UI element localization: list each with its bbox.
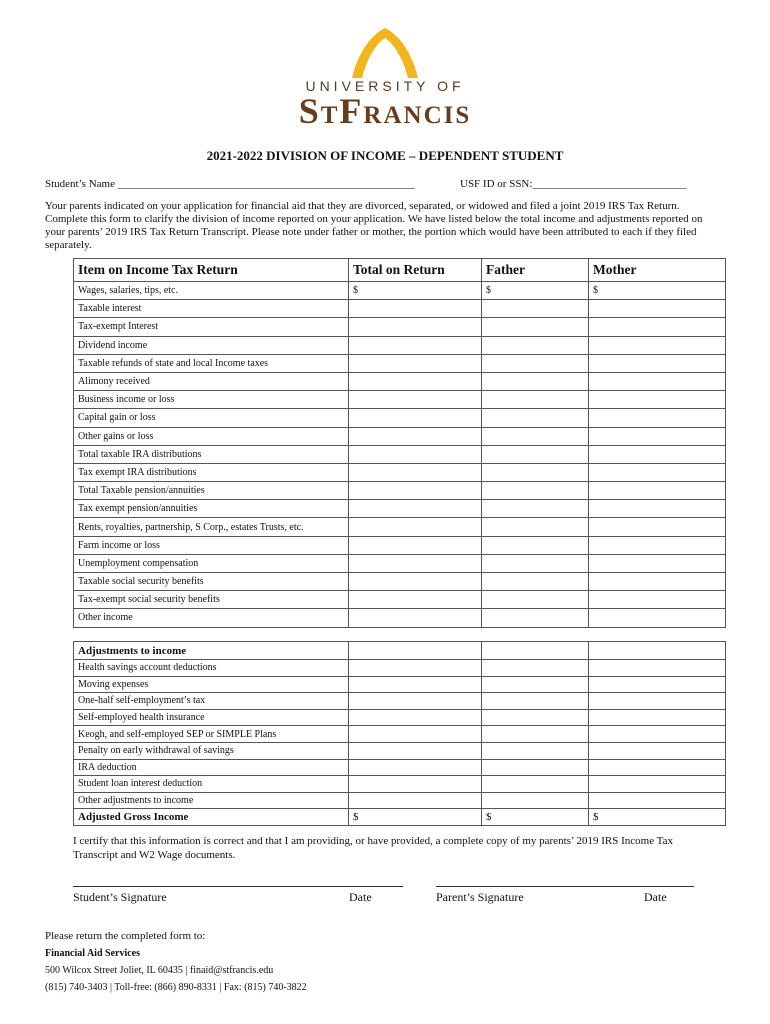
cell-father[interactable] xyxy=(482,554,589,572)
cell-father[interactable] xyxy=(482,354,589,372)
cell-mother[interactable] xyxy=(589,726,726,743)
cell-total[interactable] xyxy=(349,372,482,390)
cell-total[interactable] xyxy=(349,742,482,759)
adjustment-item-label: Keogh, and self-employed SEP or SIMPLE Plans xyxy=(74,726,349,743)
cell-mother[interactable] xyxy=(589,709,726,726)
return-info xyxy=(45,928,307,996)
table-row xyxy=(74,726,726,743)
parent-date-label: Date xyxy=(644,890,667,904)
cell-father[interactable] xyxy=(482,609,589,627)
logo-university-of: UNIVERSITY OF xyxy=(305,78,465,94)
adjustments-header: Adjustments to income xyxy=(74,642,349,660)
agi-mother[interactable]: $ xyxy=(589,809,726,826)
cell-total[interactable] xyxy=(349,676,482,693)
cell-mother[interactable] xyxy=(589,591,726,609)
table-row xyxy=(74,500,726,518)
cell-father[interactable] xyxy=(482,336,589,354)
cell-father[interactable] xyxy=(482,642,589,660)
student-signature-line[interactable] xyxy=(73,886,403,887)
cell-mother[interactable] xyxy=(589,693,726,710)
adjustment-item-label: IRA deduction xyxy=(74,759,349,776)
table-row xyxy=(74,282,726,300)
cell-father[interactable] xyxy=(482,792,589,809)
cell-father[interactable] xyxy=(482,693,589,710)
table-row xyxy=(74,759,726,776)
table-row xyxy=(74,693,726,710)
cell-father[interactable] xyxy=(482,300,589,318)
cell-total[interactable] xyxy=(349,776,482,793)
cell-father[interactable] xyxy=(482,463,589,481)
col-mother: Mother xyxy=(589,259,726,282)
cell-mother[interactable] xyxy=(589,660,726,677)
table-row xyxy=(74,554,726,572)
office-address: 500 Wilcox Street Joliet, IL 60435 | finaid@stfrancis.edu xyxy=(45,965,274,976)
cell-father[interactable] xyxy=(482,518,589,536)
student-date-label: Date xyxy=(349,890,372,904)
cell-father[interactable]: $ xyxy=(482,282,589,300)
col-total: Total on Return xyxy=(349,259,482,282)
cell-mother[interactable] xyxy=(589,792,726,809)
cell-total[interactable] xyxy=(349,482,482,500)
income-item-label: Taxable refunds of state and local Income taxes xyxy=(74,354,349,372)
table-row xyxy=(74,609,726,627)
cell-total[interactable] xyxy=(349,318,482,336)
cell-mother[interactable] xyxy=(589,554,726,572)
cell-father[interactable] xyxy=(482,391,589,409)
cell-mother[interactable] xyxy=(589,642,726,660)
cell-total[interactable] xyxy=(349,554,482,572)
cell-father[interactable] xyxy=(482,482,589,500)
cell-total[interactable] xyxy=(349,693,482,710)
usf-id-field[interactable]: USF ID or SSN:____________________________ xyxy=(460,178,687,190)
income-item-label: Business income or loss xyxy=(74,391,349,409)
cell-mother[interactable] xyxy=(589,336,726,354)
adjustment-item-label: Self-employed health insurance xyxy=(74,709,349,726)
agi-row xyxy=(74,809,726,826)
logo-st-francis: StFrancis xyxy=(298,91,472,131)
cell-total[interactable]: $ xyxy=(349,282,482,300)
table-row xyxy=(74,463,726,481)
instructions-paragraph: Your parents indicated on your application for financial aid that they are divorced, separated, or widowed and filed a joint 2019 IRS Tax Return. Complete this form to clarify the division of income reported on your application. We have listed below the total income and adjustments reported on your parents’ 2019 IRS Tax Return Transcript. Please note under father or mother, the portion which would have been attributed to each if they filed separately. xyxy=(45,200,703,251)
table-row xyxy=(74,518,726,536)
income-table-header xyxy=(74,259,726,282)
cell-father[interactable] xyxy=(482,776,589,793)
cell-total[interactable] xyxy=(349,409,482,427)
cell-total[interactable] xyxy=(349,336,482,354)
cell-total[interactable] xyxy=(349,518,482,536)
income-item-label: Total taxable IRA distributions xyxy=(74,445,349,463)
table-row xyxy=(74,427,726,445)
cell-mother[interactable] xyxy=(589,759,726,776)
table-row xyxy=(74,409,726,427)
cell-total[interactable] xyxy=(349,591,482,609)
table-row xyxy=(74,573,726,591)
agi-total[interactable]: $ xyxy=(349,809,482,826)
table-row xyxy=(74,445,726,463)
table-row xyxy=(74,372,726,390)
table-row xyxy=(74,300,726,318)
form-title: 2021-2022 DIVISION OF INCOME – DEPENDENT STUDENT xyxy=(206,148,564,163)
cell-total[interactable] xyxy=(349,609,482,627)
table-row xyxy=(74,318,726,336)
student-signature-label: Student’s Signature xyxy=(73,890,167,904)
income-item-label: Other income xyxy=(74,609,349,627)
adjustment-item-label: Penalty on early withdrawal of savings xyxy=(74,742,349,759)
arch-icon xyxy=(348,26,422,78)
cell-mother[interactable] xyxy=(589,536,726,554)
table-row xyxy=(74,591,726,609)
cell-total[interactable] xyxy=(349,792,482,809)
cell-father[interactable] xyxy=(482,660,589,677)
cell-total[interactable] xyxy=(349,726,482,743)
col-father: Father xyxy=(482,259,589,282)
cell-father[interactable] xyxy=(482,676,589,693)
cell-total[interactable] xyxy=(349,642,482,660)
cell-mother[interactable] xyxy=(589,609,726,627)
table-row xyxy=(74,354,726,372)
table-row xyxy=(74,482,726,500)
income-item-label: Dividend income xyxy=(74,336,349,354)
income-item-label: Tax exempt pension/annuities xyxy=(74,500,349,518)
income-item-label: Rents, royalties, partnership, S Corp., estates Trusts, etc. xyxy=(74,518,349,536)
income-table xyxy=(73,258,726,628)
cell-father[interactable] xyxy=(482,318,589,336)
cell-total[interactable] xyxy=(349,709,482,726)
cell-mother[interactable] xyxy=(589,318,726,336)
cell-mother[interactable] xyxy=(589,409,726,427)
certification-text: I certify that this information is correct and that I am providing, or have provided, a complete copy of my parents’ 2019 IRS Income Tax Transcript and W2 Wage documents. xyxy=(73,835,673,861)
cell-mother[interactable] xyxy=(589,372,726,390)
student-info-line xyxy=(45,178,725,190)
student-name-field[interactable]: Student’s Name ______________________________________________________ xyxy=(45,178,415,190)
table-row xyxy=(74,536,726,554)
cell-father[interactable] xyxy=(482,726,589,743)
table-row xyxy=(74,792,726,809)
income-item-label: Taxable social security benefits xyxy=(74,573,349,591)
cell-total[interactable] xyxy=(349,500,482,518)
income-item-label: Capital gain or loss xyxy=(74,409,349,427)
income-item-label: Farm income or loss xyxy=(74,536,349,554)
cell-mother[interactable] xyxy=(589,391,726,409)
adjustment-item-label: Moving expenses xyxy=(74,676,349,693)
cell-total[interactable] xyxy=(349,445,482,463)
return-intro: Please return the completed form to: xyxy=(45,930,206,942)
cell-total[interactable] xyxy=(349,354,482,372)
adjustment-item-label: Health savings account deductions xyxy=(74,660,349,677)
parent-signature-label: Parent’s Signature xyxy=(436,890,524,904)
cell-mother[interactable]: $ xyxy=(589,282,726,300)
cell-total[interactable] xyxy=(349,463,482,481)
university-logo xyxy=(0,18,770,136)
office-name: Financial Aid Services xyxy=(45,948,140,959)
table-row xyxy=(74,742,726,759)
parent-signature-line[interactable] xyxy=(436,886,694,887)
adjustments-header-row xyxy=(74,642,726,660)
income-item-label: Taxable interest xyxy=(74,300,349,318)
cell-father[interactable] xyxy=(482,409,589,427)
cell-total[interactable] xyxy=(349,660,482,677)
table-row xyxy=(74,709,726,726)
income-item-label: Alimony received xyxy=(74,372,349,390)
table-row xyxy=(74,391,726,409)
cell-father[interactable] xyxy=(482,759,589,776)
cell-total[interactable] xyxy=(349,300,482,318)
agi-label: Adjusted Gross Income xyxy=(74,809,349,826)
cell-mother[interactable] xyxy=(589,354,726,372)
cell-total[interactable] xyxy=(349,391,482,409)
adjustment-item-label: Student loan interest deduction xyxy=(74,776,349,793)
cell-mother[interactable] xyxy=(589,500,726,518)
cell-total[interactable] xyxy=(349,536,482,554)
income-item-label: Unemployment compensation xyxy=(74,554,349,572)
agi-father[interactable]: $ xyxy=(482,809,589,826)
cell-mother[interactable] xyxy=(589,427,726,445)
office-phones: (815) 740-3403 | Toll-free: (866) 890-8331 | Fax: (815) 740-3822 xyxy=(45,982,307,993)
cell-mother[interactable] xyxy=(589,518,726,536)
cell-total[interactable] xyxy=(349,759,482,776)
cell-father[interactable] xyxy=(482,742,589,759)
cell-father[interactable] xyxy=(482,427,589,445)
cell-mother[interactable] xyxy=(589,445,726,463)
cell-father[interactable] xyxy=(482,500,589,518)
table-row xyxy=(74,336,726,354)
income-item-label: Other gains or loss xyxy=(74,427,349,445)
cell-mother[interactable] xyxy=(589,676,726,693)
cell-total[interactable] xyxy=(349,427,482,445)
table-row xyxy=(74,660,726,677)
income-item-label: Tax-exempt social security benefits xyxy=(74,591,349,609)
cell-mother[interactable] xyxy=(589,482,726,500)
cell-father[interactable] xyxy=(482,573,589,591)
cell-total[interactable] xyxy=(349,573,482,591)
cell-mother[interactable] xyxy=(589,573,726,591)
cell-father[interactable] xyxy=(482,372,589,390)
table-row xyxy=(74,676,726,693)
income-item-label: Tax-exempt Interest xyxy=(74,318,349,336)
cell-mother[interactable] xyxy=(589,776,726,793)
cell-father[interactable] xyxy=(482,591,589,609)
col-item: Item on Income Tax Return xyxy=(74,259,349,282)
income-item-label: Wages, salaries, tips, etc. xyxy=(74,282,349,300)
adjustments-table xyxy=(73,641,726,826)
cell-mother[interactable] xyxy=(589,463,726,481)
cell-father[interactable] xyxy=(482,536,589,554)
income-item-label: Tax exempt IRA distributions xyxy=(74,463,349,481)
income-item-label: Total Taxable pension/annuities xyxy=(74,482,349,500)
cell-mother[interactable] xyxy=(589,742,726,759)
adjustment-item-label: One-half self-employment’s tax xyxy=(74,693,349,710)
table-row xyxy=(74,776,726,793)
adjustment-item-label: Other adjustments to income xyxy=(74,792,349,809)
cell-mother[interactable] xyxy=(589,300,726,318)
cell-father[interactable] xyxy=(482,709,589,726)
cell-father[interactable] xyxy=(482,445,589,463)
